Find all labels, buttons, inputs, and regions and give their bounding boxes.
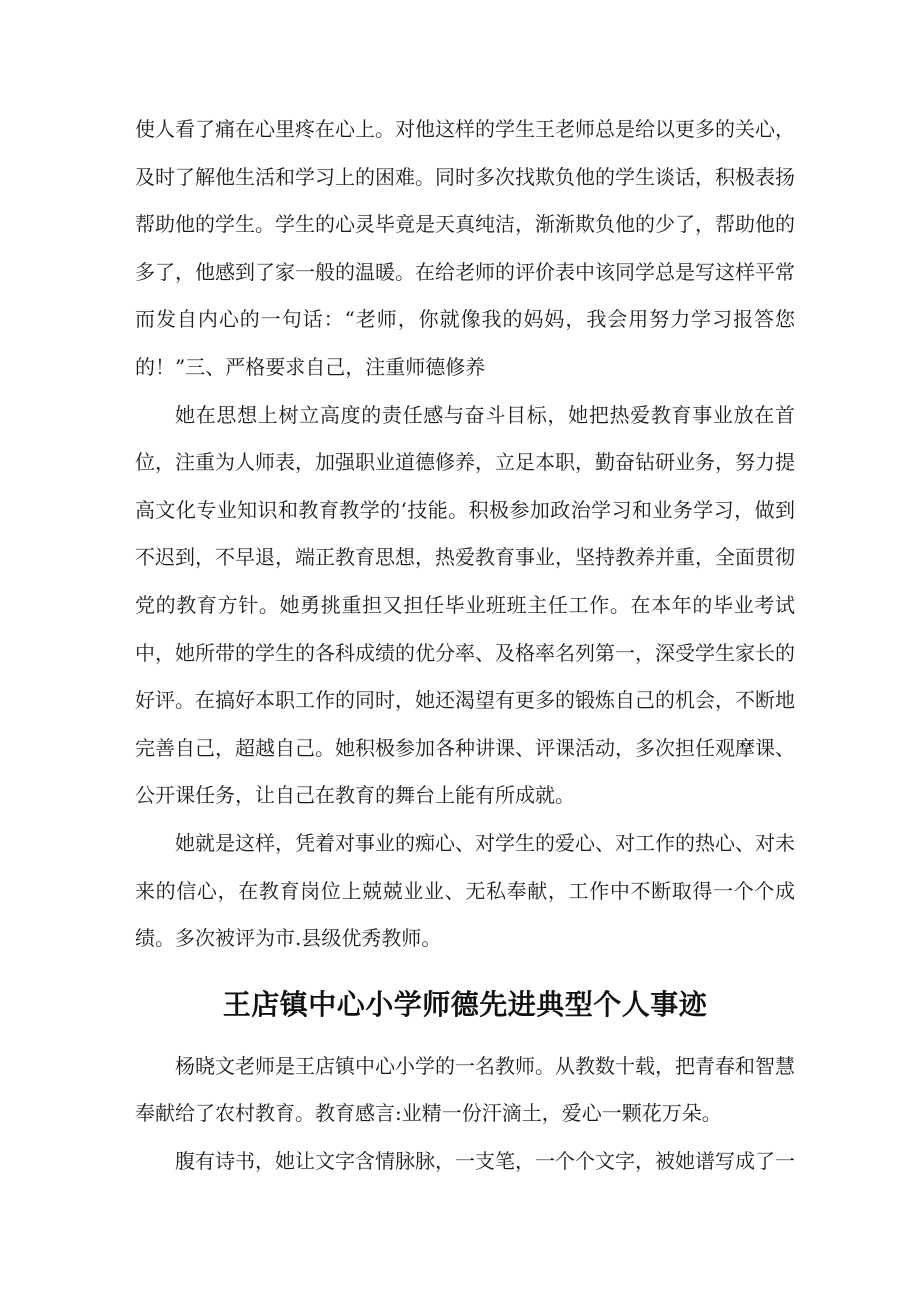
paragraph-intro: 杨晓文老师是王店镇中心小学的一名教师。从教数十载，把青春和智慧奉献给了农村教育。教育感言:业精一份汗滴土，爱心一颗花万朵。 [135, 1053, 795, 1126]
document-page [135, 106, 795, 1185]
paragraph-poetry: 腹有诗书，她让文字含情脉脉，一支笔，一个个文字，被她谱写成了一 [175, 1148, 795, 1173]
paragraph-continued: 使人看了痛在心里疼在心上。对他这样的学生王老师总是给以更多的关心，及时了解他生活和学习上的困难。同时多次找欺负他的学生谈话，积极表扬帮助他的学生。学生的心灵毕竟是天真纯洁，渐渐欺负他的少了，帮助他的多了，他感到了家一般的温暖。在给老师的评价表中该同学总是写这样平常而发自内心的一句话：“老师，你就像我的妈妈，我会用努力学习报答您的！”三、严格要求自己，注重师德修养 [135, 117, 795, 379]
section-title: 王店镇中心小学师德先进典型个人事迹 [222, 987, 708, 1021]
paragraph-ethics: 她在思想上树立高度的责任感与奋斗目标，她把热爱教育事业放在首位，注重为人师表，加强职业道德修养，立足本职，勤奋钻研业务，努力提高文化专业知识和教育教学的‘技能。积极参加政治学习和业务学习，做到不迟到，不早退，端正教育思想，热爱教育事业，坚持教养并重，全面贯彻党的教育方针。她勇挑重担又担任毕业班班主任工作。在本年的毕业考试中，她所带的学生的各科成绩的优分率、及格率名列第一，深受学生家长的好评。在搞好本职工作的同时，她还渴望有更多的锻炼自己的机会，不断地完善自己，超越自己。她积极参加各种讲课、评课活动，多次担任观摩课、公开课任务，让自己在教育的舞台上能有所成就。 [135, 402, 795, 808]
paragraph-summary: 她就是这样，凭着对事业的痴心、对学生的爱心、对工作的热心、对未来的信心，在教育岗位上兢兢业业、无私奉献，工作中不断取得一个个成绩。多次被评为市.县级优秀教师。 [135, 830, 795, 951]
